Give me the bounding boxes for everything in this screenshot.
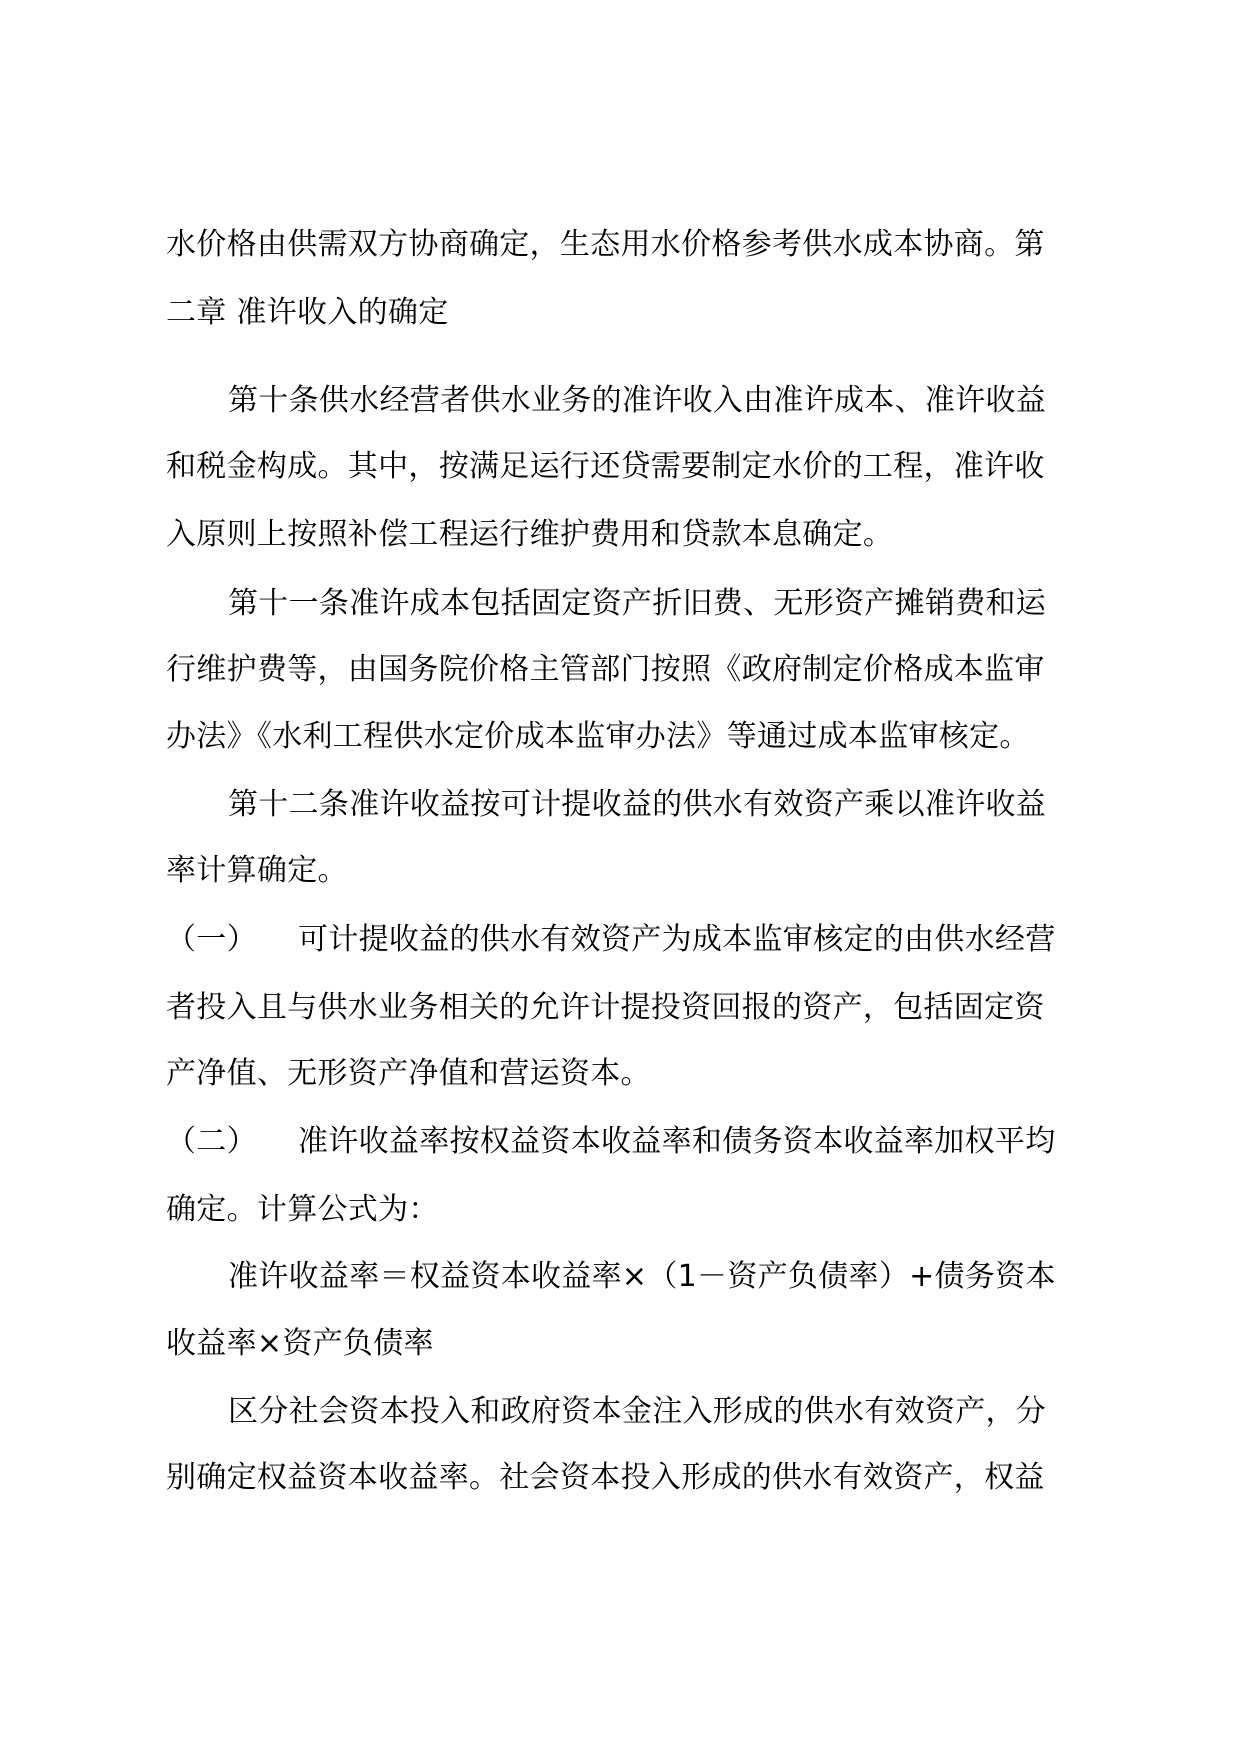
list-marker-2: （二） [166, 1124, 257, 1159]
list-item-2 [0, 1112, 1240, 1172]
list-item-1 [0, 910, 1240, 970]
list-item-text: 准许收益率按权益资本收益率和债务资本收益率加权平均 [298, 1124, 1056, 1159]
text-line: 区分社会资本投入和政府资本金注入形成的供水有效资产，分 [228, 1394, 1047, 1429]
text-line: 第十一条准许成本包括固定资产折旧费、无形资产摊销费和运 [228, 586, 1047, 621]
text-line: 和税金构成。其中，按满足运行还贷需要制定水价的工程，准许收 [166, 449, 1045, 484]
text-line: 入原则上按照补偿工程运行维护费用和贷款本息确定。 [166, 517, 894, 552]
text-line: 产净值、无形资产净值和营运资本。 [166, 1056, 651, 1091]
list-marker-1: （一） [166, 922, 257, 957]
text-line: 确定。计算公式为： [166, 1192, 439, 1227]
formula-line: 收益率×资产负债率 [166, 1326, 434, 1361]
list-item-text: 可计提收益的供水有效资产为成本监审核定的由供水经营 [298, 922, 1056, 957]
text-line: 率计算确定。 [166, 853, 348, 888]
text-line: 第十二条准许收益按可计提收益的供水有效资产乘以准许收益 [228, 787, 1047, 822]
text-line: 行维护费等，由国务院价格主管部门按照《政府制定价格成本监审 [166, 652, 1045, 687]
text-line: 第十条供水经营者供水业务的准许收入由准许成本、准许收益 [228, 383, 1047, 418]
chapter-heading: 二章 准许收入的确定 [166, 295, 449, 330]
text-line: 水价格由供需双方协商确定，生态用水价格参考供水成本协商。第 [166, 227, 1045, 262]
text-line: 别确定权益资本收益率。社会资本投入形成的供水有效资产，权益 [166, 1460, 1045, 1495]
text-line: 办法》《水利工程供水定价成本监审办法》等通过成本监审核定。 [166, 719, 1030, 754]
text-line: 者投入且与供水业务相关的允许计提投资回报的资产，包括固定资 [166, 990, 1045, 1025]
formula-line: 准许收益率＝权益资本收益率×（1－资产负债率）+债务资本 [228, 1259, 1056, 1294]
